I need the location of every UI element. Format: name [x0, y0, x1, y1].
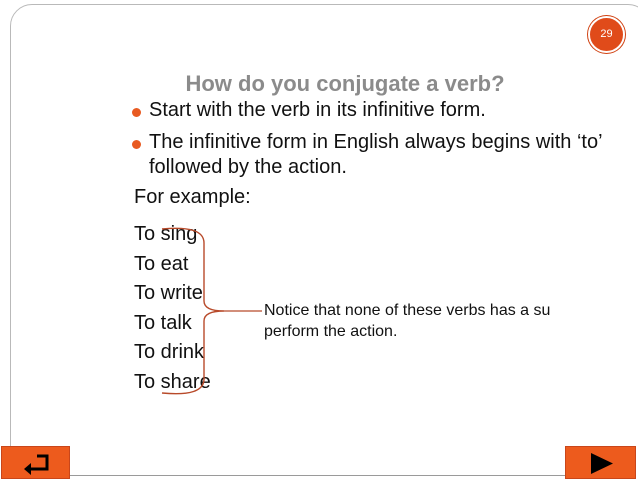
previous-slide-button[interactable] — [1, 446, 70, 479]
verb-item: To drink — [134, 341, 205, 363]
notice-line-1: Notice that none of these verbs has a su — [264, 302, 551, 319]
example-label: For example: — [134, 186, 251, 208]
verb-item: To talk — [134, 311, 192, 334]
bullet-item: Start with the verb in its infinitive form. — [130, 98, 610, 123]
navigation-divider — [70, 475, 565, 476]
slide-title: How do you conjugate a verb? — [185, 71, 505, 96]
verb-item: To sing — [134, 223, 198, 245]
verb-item: To write — [134, 282, 203, 304]
bullet-list — [130, 98, 610, 187]
play-triangle-icon — [566, 447, 637, 479]
bullet-item: The infinitive form in English always begins with ‘to’ followed by the action. — [130, 130, 610, 180]
notice-note — [264, 300, 638, 342]
slide-number-badge: 29 — [588, 16, 625, 53]
verb-item: To share — [134, 370, 211, 393]
return-arrow-icon — [2, 447, 71, 479]
notice-line-2: perform the action. — [264, 323, 398, 340]
next-slide-button[interactable] — [565, 446, 636, 479]
verb-item: To eat — [134, 252, 189, 275]
